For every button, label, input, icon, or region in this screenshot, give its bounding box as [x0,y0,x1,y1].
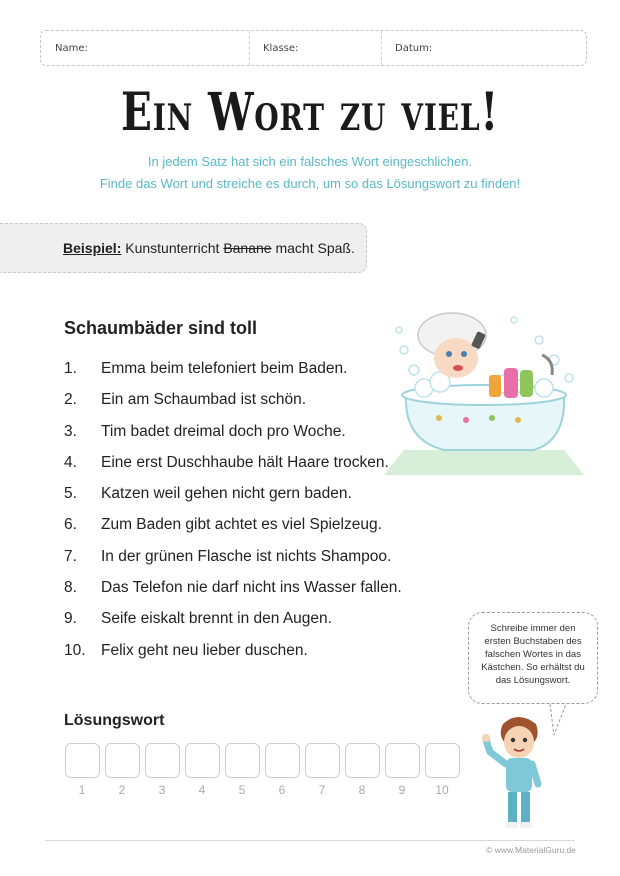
footer-divider [45,840,575,841]
box-number: 4 [198,783,206,797]
example-line [63,240,355,256]
box-number: 10 [435,783,449,797]
box-number: 3 [158,783,166,797]
item-number: 1. [64,360,77,377]
left-leg [508,792,517,824]
item-text[interactable]: Katzen weil gehen nicht gern baden. [101,485,352,503]
box-number: 7 [318,783,326,797]
box-number: 9 [398,783,406,797]
floor-mat [384,450,584,475]
face [434,338,478,378]
box-number: 2 [118,783,126,797]
item-number: 6. [64,516,77,534]
boy-illustration [478,712,558,832]
solution-box[interactable] [425,743,460,778]
list-item [64,391,402,422]
section-title: Schaumbäder sind toll [64,318,258,338]
klasse-label: Klasse: [263,43,299,54]
example-label: Beispiel: [63,240,122,256]
item-number: 5. [64,485,77,503]
item-text[interactable]: Zum Baden gibt achtet es viel Spielzeug. [101,516,382,534]
footer-copyright: © www.MaterialGuru.de [486,845,576,855]
header-fields [40,30,587,66]
hint-speech-bubble [468,612,598,704]
example-after: macht Spaß. [275,240,355,256]
box-number: 5 [238,783,246,797]
solution-boxes [62,743,462,797]
item-text[interactable]: Das Telefon nie darf nicht ins Wasser fallen. [101,579,402,597]
list-item [64,485,402,516]
datum-label: Datum: [395,43,433,54]
item-number: 3. [64,422,77,440]
example-box [0,223,367,273]
page-title: Ein Wort zu viel! [121,82,499,143]
list-item [64,610,402,641]
list-item [64,548,402,579]
box-number: 8 [358,783,366,797]
solution-title: Lösungswort [64,712,165,729]
bottle-orange [489,375,501,397]
raised-arm [486,740,506,764]
hint-line: Schreibe immer den [490,623,576,634]
item-text[interactable]: Emma beim telefoniert beim Baden. [101,360,348,377]
item-number: 7. [64,547,77,565]
item-number: 4. [64,453,77,471]
bottle-pink [504,368,518,398]
name-label: Name: [55,43,88,54]
bathtub-illustration [384,300,584,480]
example-before: Kunstunterricht [125,240,220,256]
list-item [64,423,402,454]
item-number: 10. [64,641,86,659]
solution-box[interactable] [65,743,100,778]
list-item [64,360,402,391]
solution-box[interactable] [145,743,180,778]
list-item [64,454,402,485]
item-text[interactable]: Felix geht neu lieber duschen. [101,641,308,659]
solution-box[interactable] [305,743,340,778]
list-item [64,579,402,610]
hint-line: ersten Buchstaben des [484,636,582,647]
solution-box[interactable] [185,743,220,778]
box-number: 1 [78,783,86,797]
subtitle-line-1: In jedem Satz hat sich ein falsches Wort eingeschlichen. [147,154,473,169]
example-struck-word: Banane [223,240,272,256]
hint-line: das Lösungswort. [495,675,571,686]
hint-line: Kästchen. So erhältst du [481,662,585,673]
list-item [64,642,402,673]
hint-line: falschen Wortes in das [485,649,581,660]
item-text[interactable]: In der grünen Flasche ist nichts Shampoo. [101,547,392,565]
shirt [506,758,532,792]
solution-box[interactable] [105,743,140,778]
item-text[interactable]: Eine erst Duschhaube hält Haare trocken. [101,453,389,471]
item-number: 2. [64,391,77,409]
datum-field[interactable] [382,31,586,65]
name-field[interactable] [41,31,250,65]
right-leg [521,792,530,824]
bottle-green [520,370,533,397]
sentence-list [64,360,402,673]
subtitle-line-2: Finde das Wort und streiche es durch, um so das Lösungswort zu finden! [99,176,521,191]
list-item [64,516,402,547]
solution-box[interactable] [265,743,300,778]
solution-box[interactable] [225,743,260,778]
solution-box[interactable] [385,743,420,778]
solution-box[interactable] [345,743,380,778]
item-text[interactable]: Tim badet dreimal doch pro Woche. [101,422,346,440]
box-number: 6 [278,783,286,797]
item-text[interactable]: Ein am Schaumbad ist schön. [101,391,307,409]
klasse-field[interactable] [250,31,382,65]
item-number: 8. [64,579,77,597]
boy-face [504,726,534,758]
item-text[interactable]: Seife eiskalt brennt in den Augen. [101,610,332,628]
item-number: 9. [64,610,77,628]
